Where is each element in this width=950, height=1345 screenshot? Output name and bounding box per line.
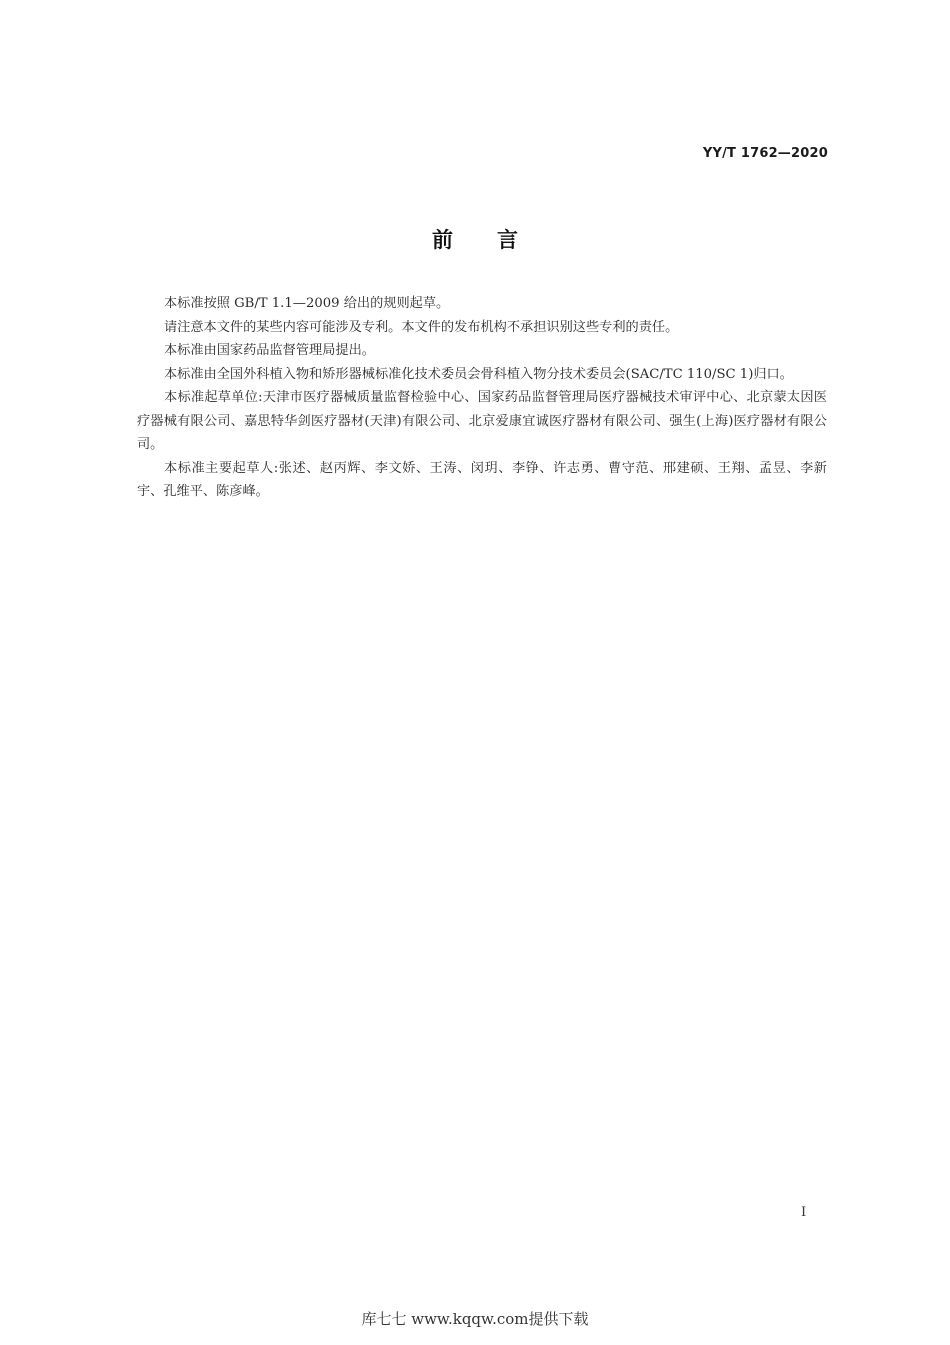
download-watermark: 库七七 www.kqqw.com提供下载 xyxy=(361,1310,589,1328)
document-code: YY/T 1762—2020 xyxy=(702,146,828,161)
paragraph-patent-notice: 请注意本文件的某些内容可能涉及专利。本文件的发布机构不承担识别这些专利的责任。 xyxy=(164,319,679,335)
paragraph-drafting-organizations: 本标准起草单位:天津市医疗器械质量监督检验中心、国家药品监督管理局医疗器械技术审评中心、北京蒙太因医疗器械有限公司、嘉思特华剑医疗器材(天津)有限公司、北京爱康宜诚医疗器材有限公司、强生(上海)医疗器材有限公司。 xyxy=(137,390,827,452)
paragraph-technical-committee: 本标准由全国外科植入物和矫形器械标准化技术委员会骨科植入物分技术委员会(SAC/TC 110/SC 1)归口。 xyxy=(164,366,793,382)
page-number: I xyxy=(801,1205,807,1220)
paragraph-drafters: 本标准主要起草人:张述、赵丙辉、李文娇、王涛、闵玥、李铮、许志勇、曹守范、邢建硕、王翔、孟昱、李新宇、孔维平、陈彦峰。 xyxy=(137,460,827,499)
paragraph-drafting-rules: 本标准按照 GB/T 1.1—2009 给出的规则起草。 xyxy=(164,296,450,311)
page-title: 前言 xyxy=(432,228,562,252)
paragraph-proposed-by: 本标准由国家药品监督管理局提出。 xyxy=(164,343,375,358)
foreword-body xyxy=(137,292,827,504)
